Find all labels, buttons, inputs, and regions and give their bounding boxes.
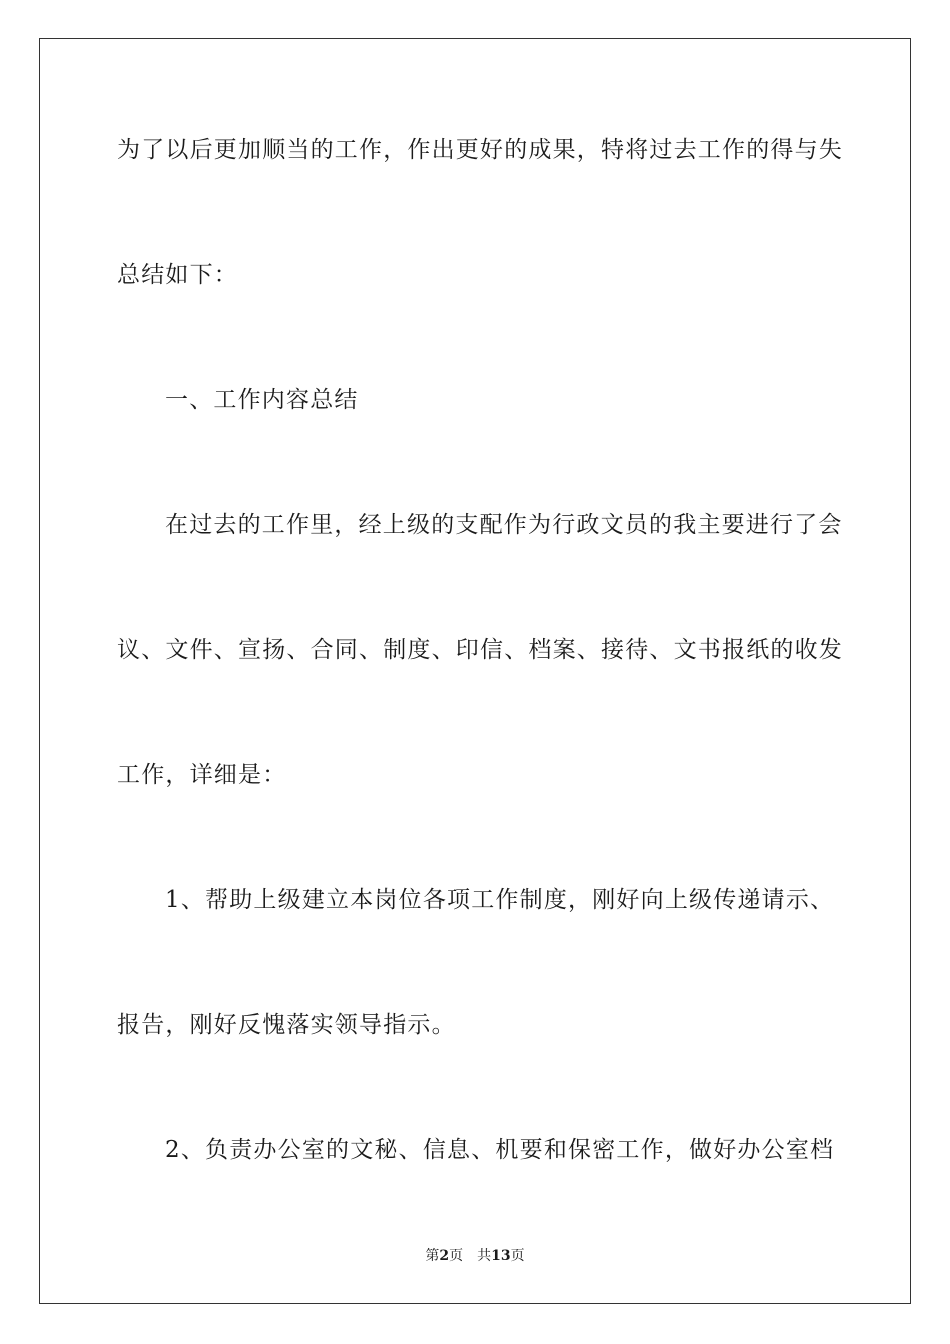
page-prefix: 第	[425, 1248, 440, 1264]
list-item-line: 2、负责办公室的文秘、信息、机要和保密工作，做好办公室档	[165, 1137, 835, 1163]
paragraph-line: 总结如下：	[117, 262, 238, 288]
page-border	[39, 38, 911, 1304]
list-item-line: 1、帮助上级建立本岗位各项工作制度，刚好向上级传递请示、	[165, 887, 835, 913]
paragraph-line: 工作，详细是：	[117, 762, 287, 788]
total-suffix: 页	[510, 1248, 525, 1264]
total-pages: 13	[491, 1248, 511, 1264]
page-footer	[0, 1246, 950, 1266]
total-prefix: 共	[477, 1248, 492, 1264]
paragraph-line: 为了以后更加顺当的工作，作出更好的成果，特将过去工作的得与失	[117, 137, 843, 163]
section-heading: 一、工作内容总结	[165, 387, 359, 413]
page-suffix: 页	[449, 1248, 464, 1264]
list-item-line: 报告，刚好反愧落实领导指示。	[117, 1012, 456, 1038]
paragraph-line: 议、文件、宣扬、合同、制度、印信、档案、接待、文书报纸的收发	[117, 637, 843, 663]
page-number: 2	[439, 1248, 450, 1264]
paragraph-line: 在过去的工作里，经上级的支配作为行政文员的我主要进行了会	[165, 512, 843, 538]
